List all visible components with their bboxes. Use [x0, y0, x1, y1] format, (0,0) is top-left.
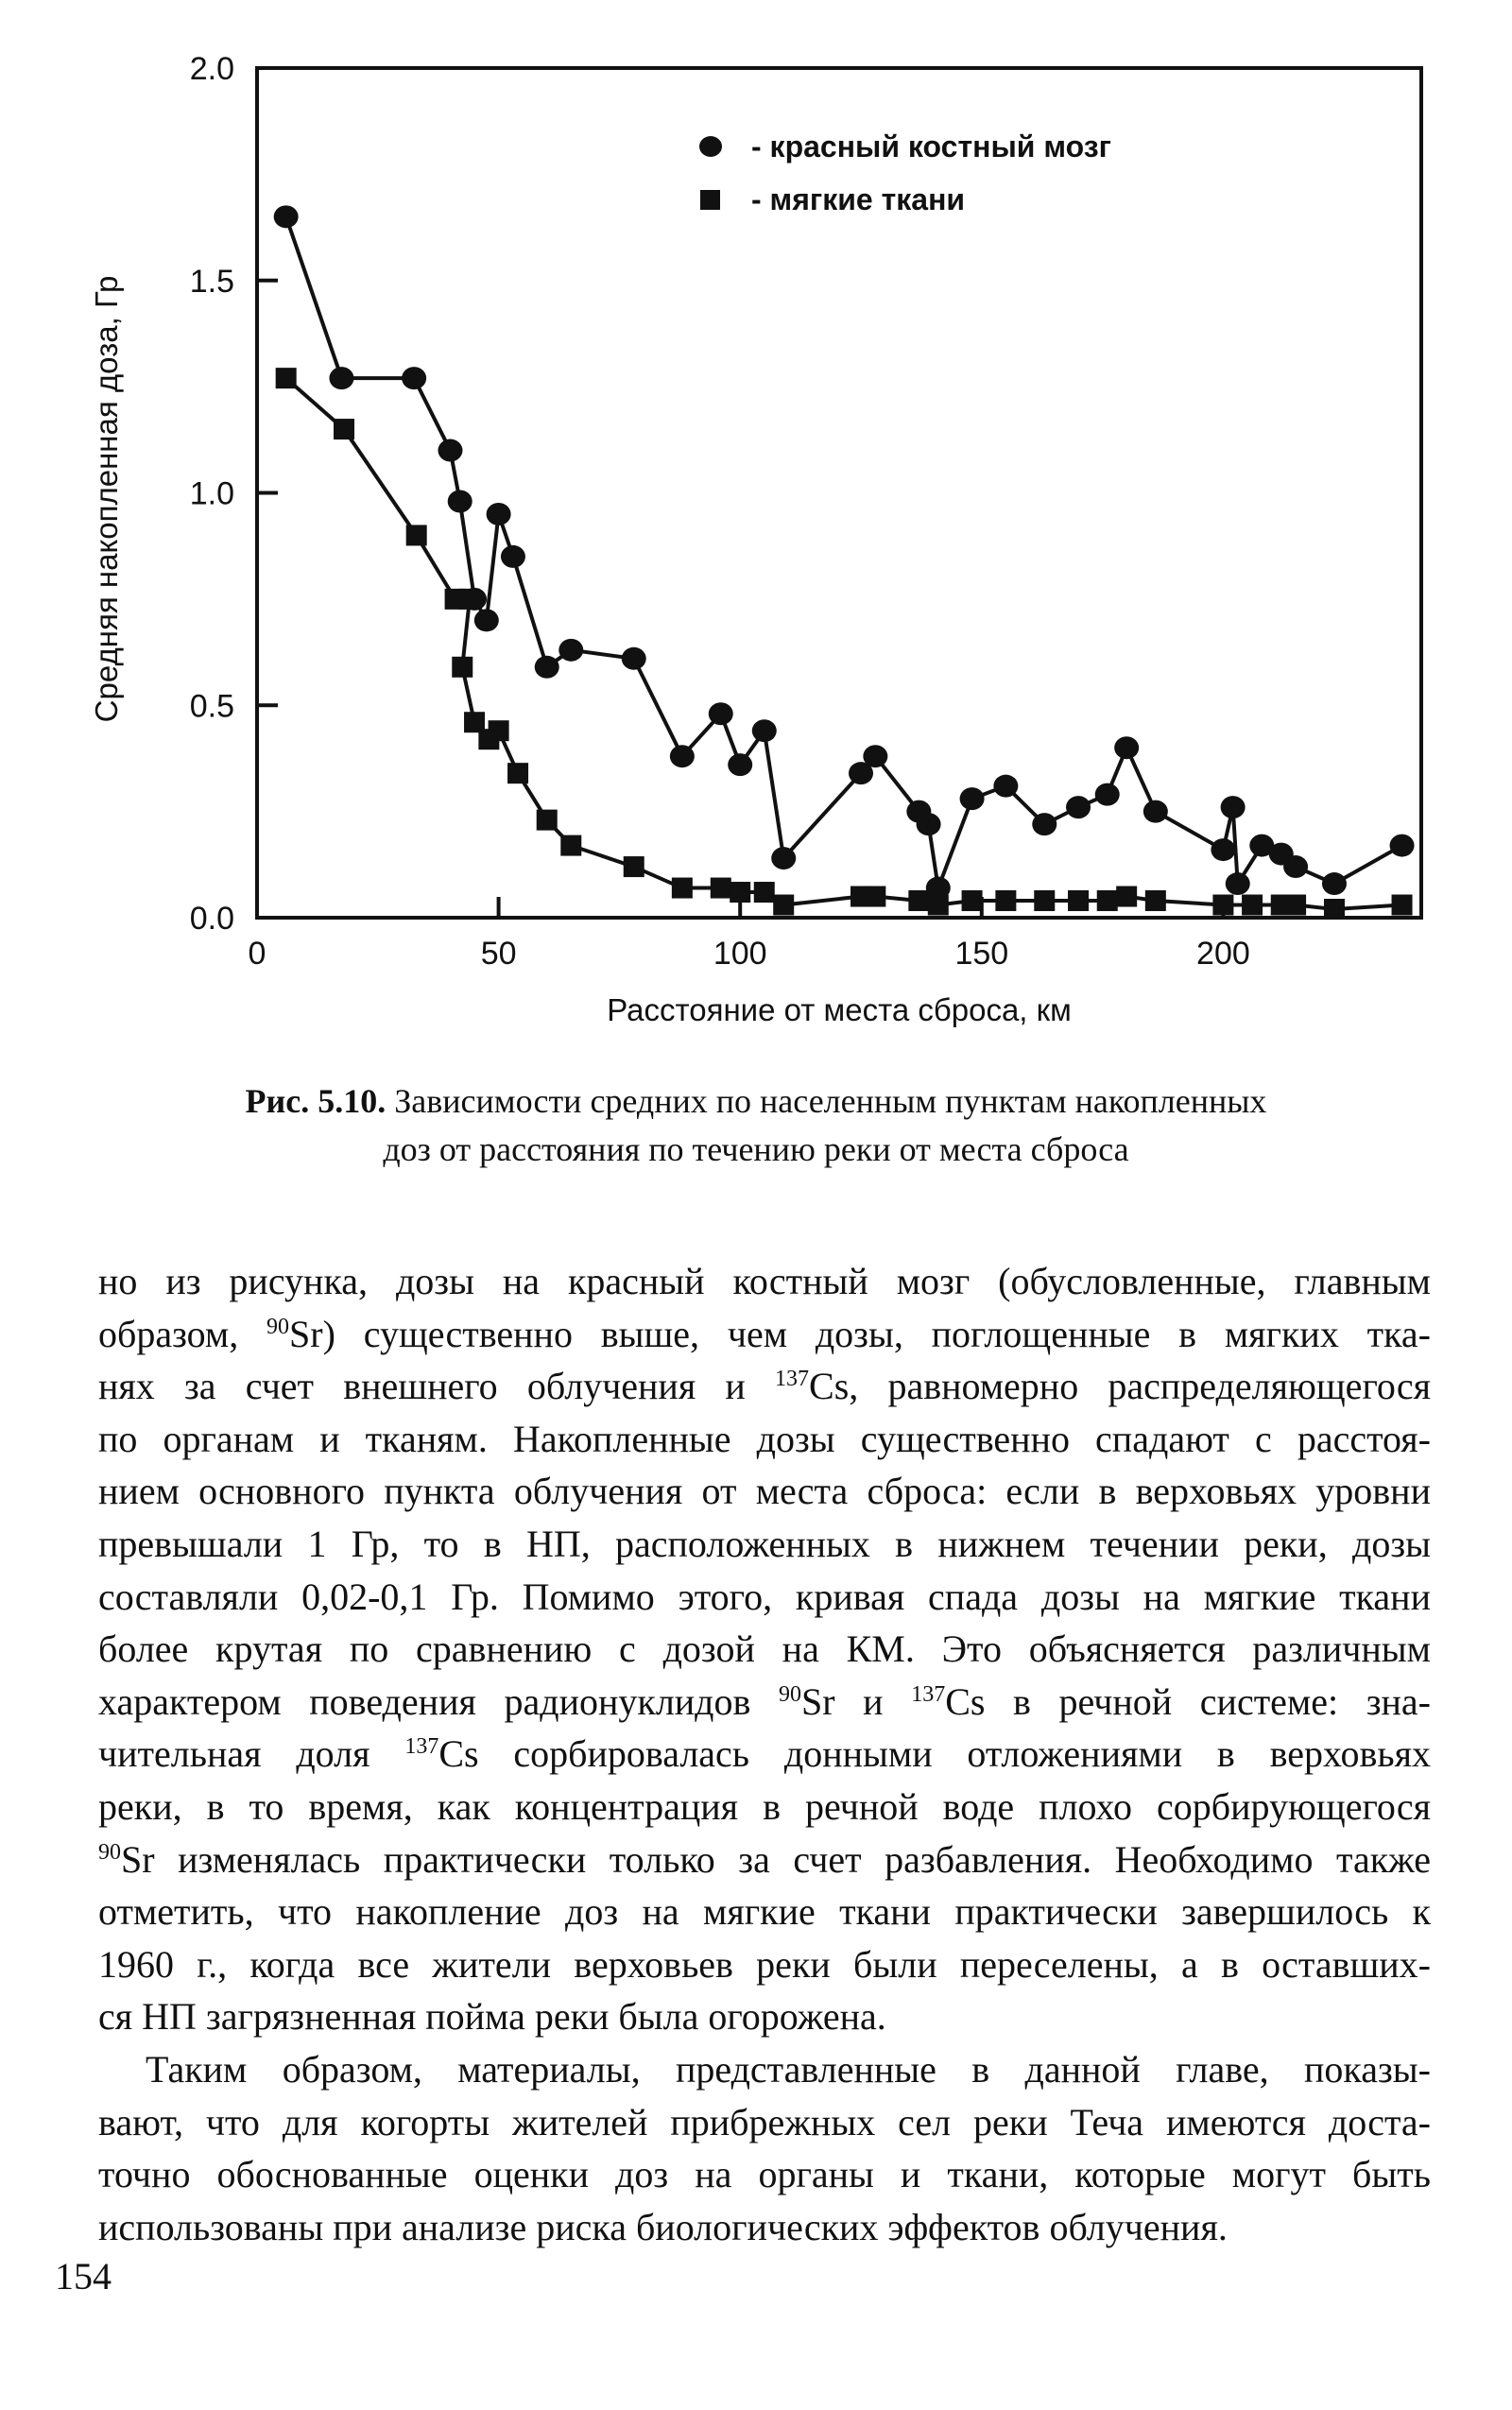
bone-marrow-point	[501, 545, 525, 568]
body-text-line	[98, 1623, 1431, 1676]
text-segment: реки, в то время, как концентрация в речной воде плохо сорбирующегося	[98, 1784, 1431, 1828]
bone-marrow-point	[558, 639, 583, 662]
soft-tissue-point	[865, 887, 885, 907]
bone-marrow-point	[329, 367, 353, 389]
bone-marrow-point	[535, 656, 559, 679]
text-segment: образом,	[98, 1312, 267, 1355]
bone-marrow-point	[1390, 835, 1415, 857]
body-text-line	[98, 1413, 1431, 1466]
soft-tissue-point	[1324, 899, 1345, 920]
soft-tissue-point	[1116, 887, 1137, 907]
isotope-mass-number: 137	[775, 1367, 810, 1392]
soft-tissue-point	[1285, 895, 1306, 916]
y-tick-label: 0.0	[189, 901, 234, 937]
soft-tissue-point	[773, 895, 794, 916]
text-segment: ся НП загрязненная пойма реки была огорожена.	[98, 1995, 886, 2039]
soft-tissue-point	[624, 856, 644, 877]
text-segment: нием основного пункта облучения от места сброса: если в верховьях уровни	[98, 1470, 1431, 1513]
body-text-line	[98, 1255, 1431, 1308]
bone-marrow-point	[670, 745, 695, 767]
x-tick-label: 150	[954, 936, 1009, 972]
body-text	[98, 1255, 1431, 2253]
body-text-line	[98, 1308, 1431, 1361]
bone-marrow-point	[1211, 838, 1235, 861]
bone-marrow-point	[1283, 855, 1308, 878]
bone-marrow-point	[728, 753, 752, 776]
x-tick-label: 50	[480, 936, 517, 972]
soft-tissue-point	[1392, 895, 1413, 916]
soft-tissue-point	[334, 419, 354, 439]
bone-marrow-point	[438, 439, 462, 462]
bone-marrow-point	[771, 847, 796, 869]
dose-distance-chart	[0, 0, 1512, 1049]
isotope-mass-number: 90	[266, 1314, 290, 1339]
text-segment: чительная доля	[98, 1732, 405, 1776]
figure-caption-line1: Зависимости средних по населенным пунктам накопленных	[386, 1082, 1267, 1120]
body-text-line	[98, 2148, 1431, 2201]
body-text-line	[98, 1938, 1431, 1991]
bone-marrow-point	[1322, 872, 1347, 895]
figure-caption-line2: доз от расстояния по течению реки от места сброса	[383, 1130, 1129, 1168]
soft-tissue-point	[1212, 895, 1233, 916]
soft-tissue-point	[995, 890, 1016, 911]
text-segment: Sr изменялась практически только за счет разбавления. Необходимо также	[121, 1837, 1431, 1881]
body-text-line	[98, 1885, 1431, 1938]
soft-tissue-point	[1068, 890, 1089, 911]
figure-caption-label: Рис. 5.10.	[245, 1082, 387, 1120]
bone-marrow-point	[1114, 736, 1139, 759]
soft-tissue-point	[452, 657, 472, 678]
soft-tissue-point	[711, 878, 731, 899]
bone-marrow-point	[709, 702, 733, 725]
bone-marrow-point	[993, 775, 1018, 798]
bone-marrow-point	[402, 367, 426, 389]
body-text-line	[98, 1360, 1431, 1413]
bone-marrow-point	[1095, 783, 1120, 806]
text-segment: составляли 0,02-0,1 Гр. Помимо этого, кривая спада дозы на мягкие ткани	[98, 1575, 1431, 1618]
bone-marrow-point	[752, 719, 777, 742]
text-segment: Cs, равномерно распределяющегося	[809, 1365, 1431, 1408]
x-axis-label: Расстояние от места сброса, км	[607, 992, 1072, 1027]
soft-tissue-point	[672, 878, 693, 899]
y-tick-label: 0.5	[189, 688, 234, 725]
soft-tissue-point	[560, 835, 581, 856]
body-text-line	[98, 2201, 1431, 2254]
x-tick-label: 0	[248, 936, 266, 972]
bone-marrow-point	[1226, 872, 1250, 895]
body-text-line	[98, 1833, 1431, 1886]
bone-marrow-point	[1221, 796, 1246, 818]
text-segment: по органам и тканям. Накопленные дозы существенно спадают с расстоя-	[98, 1417, 1431, 1460]
text-segment: Cs в речной системе: зна-	[945, 1679, 1431, 1723]
body-text-line	[98, 1465, 1431, 1518]
page-number: 154	[55, 2255, 112, 2298]
soft-tissue-point	[1097, 890, 1118, 911]
bone-marrow-point	[1143, 800, 1168, 823]
text-segment: Таким образом, материалы, представленные в данной главе, показы-	[146, 2047, 1431, 2091]
y-tick-label: 1.5	[189, 263, 234, 300]
soft-tissue-point	[1242, 895, 1263, 916]
x-tick-label: 200	[1196, 936, 1250, 972]
soft-tissue-point	[489, 720, 509, 741]
bone-marrow-point	[274, 205, 299, 228]
text-segment: характером поведения радионуклидов	[98, 1679, 780, 1723]
text-segment: 1960 г., когда все жители верховьев реки были переселены, а в оставших-	[98, 1942, 1431, 1986]
soft-tissue-point	[276, 368, 297, 388]
y-tick-label: 2.0	[189, 51, 234, 87]
isotope-mass-number: 137	[911, 1681, 946, 1707]
text-segment: превышали 1 Гр, то в НП, расположенных в нижнем течении реки, дозы	[98, 1522, 1431, 1565]
legend-square-marker	[700, 190, 720, 210]
bone-marrow-point	[1032, 813, 1057, 835]
y-axis-label: Средняя накопленная доза, Гр	[89, 275, 124, 723]
bone-marrow-point	[622, 647, 646, 670]
bone-marrow-point	[1066, 796, 1091, 818]
bone-marrow-point	[487, 503, 511, 525]
soft-tissue-point	[1034, 890, 1055, 911]
isotope-mass-number: 90	[98, 1839, 121, 1865]
soft-tissue-point	[962, 890, 983, 911]
body-text-line	[98, 1990, 1431, 2043]
text-segment: Cs сорбировалась донными отложениями в верховьях	[438, 1732, 1432, 1776]
legend-label-soft-tissue: - мягкие ткани	[751, 182, 966, 216]
bone-marrow-series-line	[286, 216, 1402, 887]
soft-tissue-point	[537, 810, 558, 831]
bone-marrow-point	[474, 609, 499, 631]
body-text-line	[98, 1518, 1431, 1571]
soft-tissue-point	[928, 895, 949, 916]
text-segment: более крутая по сравнению с дозой на КМ. Это объясняется различным	[98, 1627, 1431, 1671]
legend	[699, 129, 1111, 216]
soft-tissue-point	[459, 589, 480, 610]
text-segment: Sr) существенно выше, чем дозы, поглощенные в мягких тка-	[289, 1312, 1432, 1355]
bone-marrow-point	[863, 745, 887, 767]
body-text-line	[98, 1676, 1431, 1729]
legend-label-bone-marrow: - красный костный мозг	[751, 129, 1111, 164]
soft-tissue-point	[406, 525, 427, 545]
text-segment: использованы при анализе риска биологических эффектов облучения.	[98, 2205, 1228, 2248]
soft-tissue-point	[730, 882, 750, 903]
bone-marrow-point	[917, 813, 941, 835]
text-segment: вают, что для когорты жителей прибрежных сел реки Теча имеются доста-	[98, 2100, 1431, 2143]
legend-circle-marker	[699, 136, 722, 157]
bone-marrow-point	[960, 787, 985, 810]
body-text-line	[98, 1571, 1431, 1624]
text-segment: точно обоснованные оценки доз на органы и ткани, которые могут быть	[98, 2153, 1431, 2196]
body-text-line	[98, 2096, 1431, 2149]
soft-tissue-point	[507, 763, 528, 783]
bone-marrow-point	[448, 490, 472, 512]
body-text-line	[98, 1781, 1431, 1833]
text-segment: но из рисунка, дозы на красный костный мозг (обусловленные, главным	[98, 1260, 1431, 1302]
soft-tissue-point	[1145, 890, 1166, 911]
figure-caption	[0, 1077, 1512, 1125]
y-tick-label: 1.0	[189, 475, 234, 512]
text-segment: Sr и	[801, 1679, 912, 1723]
x-tick-label: 100	[713, 936, 767, 972]
text-segment: нях за счет внешнего облучения и	[98, 1365, 776, 1408]
soft-tissue-point	[908, 890, 929, 911]
body-text-line	[98, 2043, 1431, 2096]
isotope-mass-number: 137	[404, 1734, 439, 1760]
text-segment: отметить, что накопление доз на мягкие ткани практически завершилось к	[98, 1890, 1431, 1934]
isotope-mass-number: 90	[779, 1681, 802, 1707]
soft-tissue-point	[754, 882, 775, 903]
body-text-line	[98, 1728, 1431, 1781]
